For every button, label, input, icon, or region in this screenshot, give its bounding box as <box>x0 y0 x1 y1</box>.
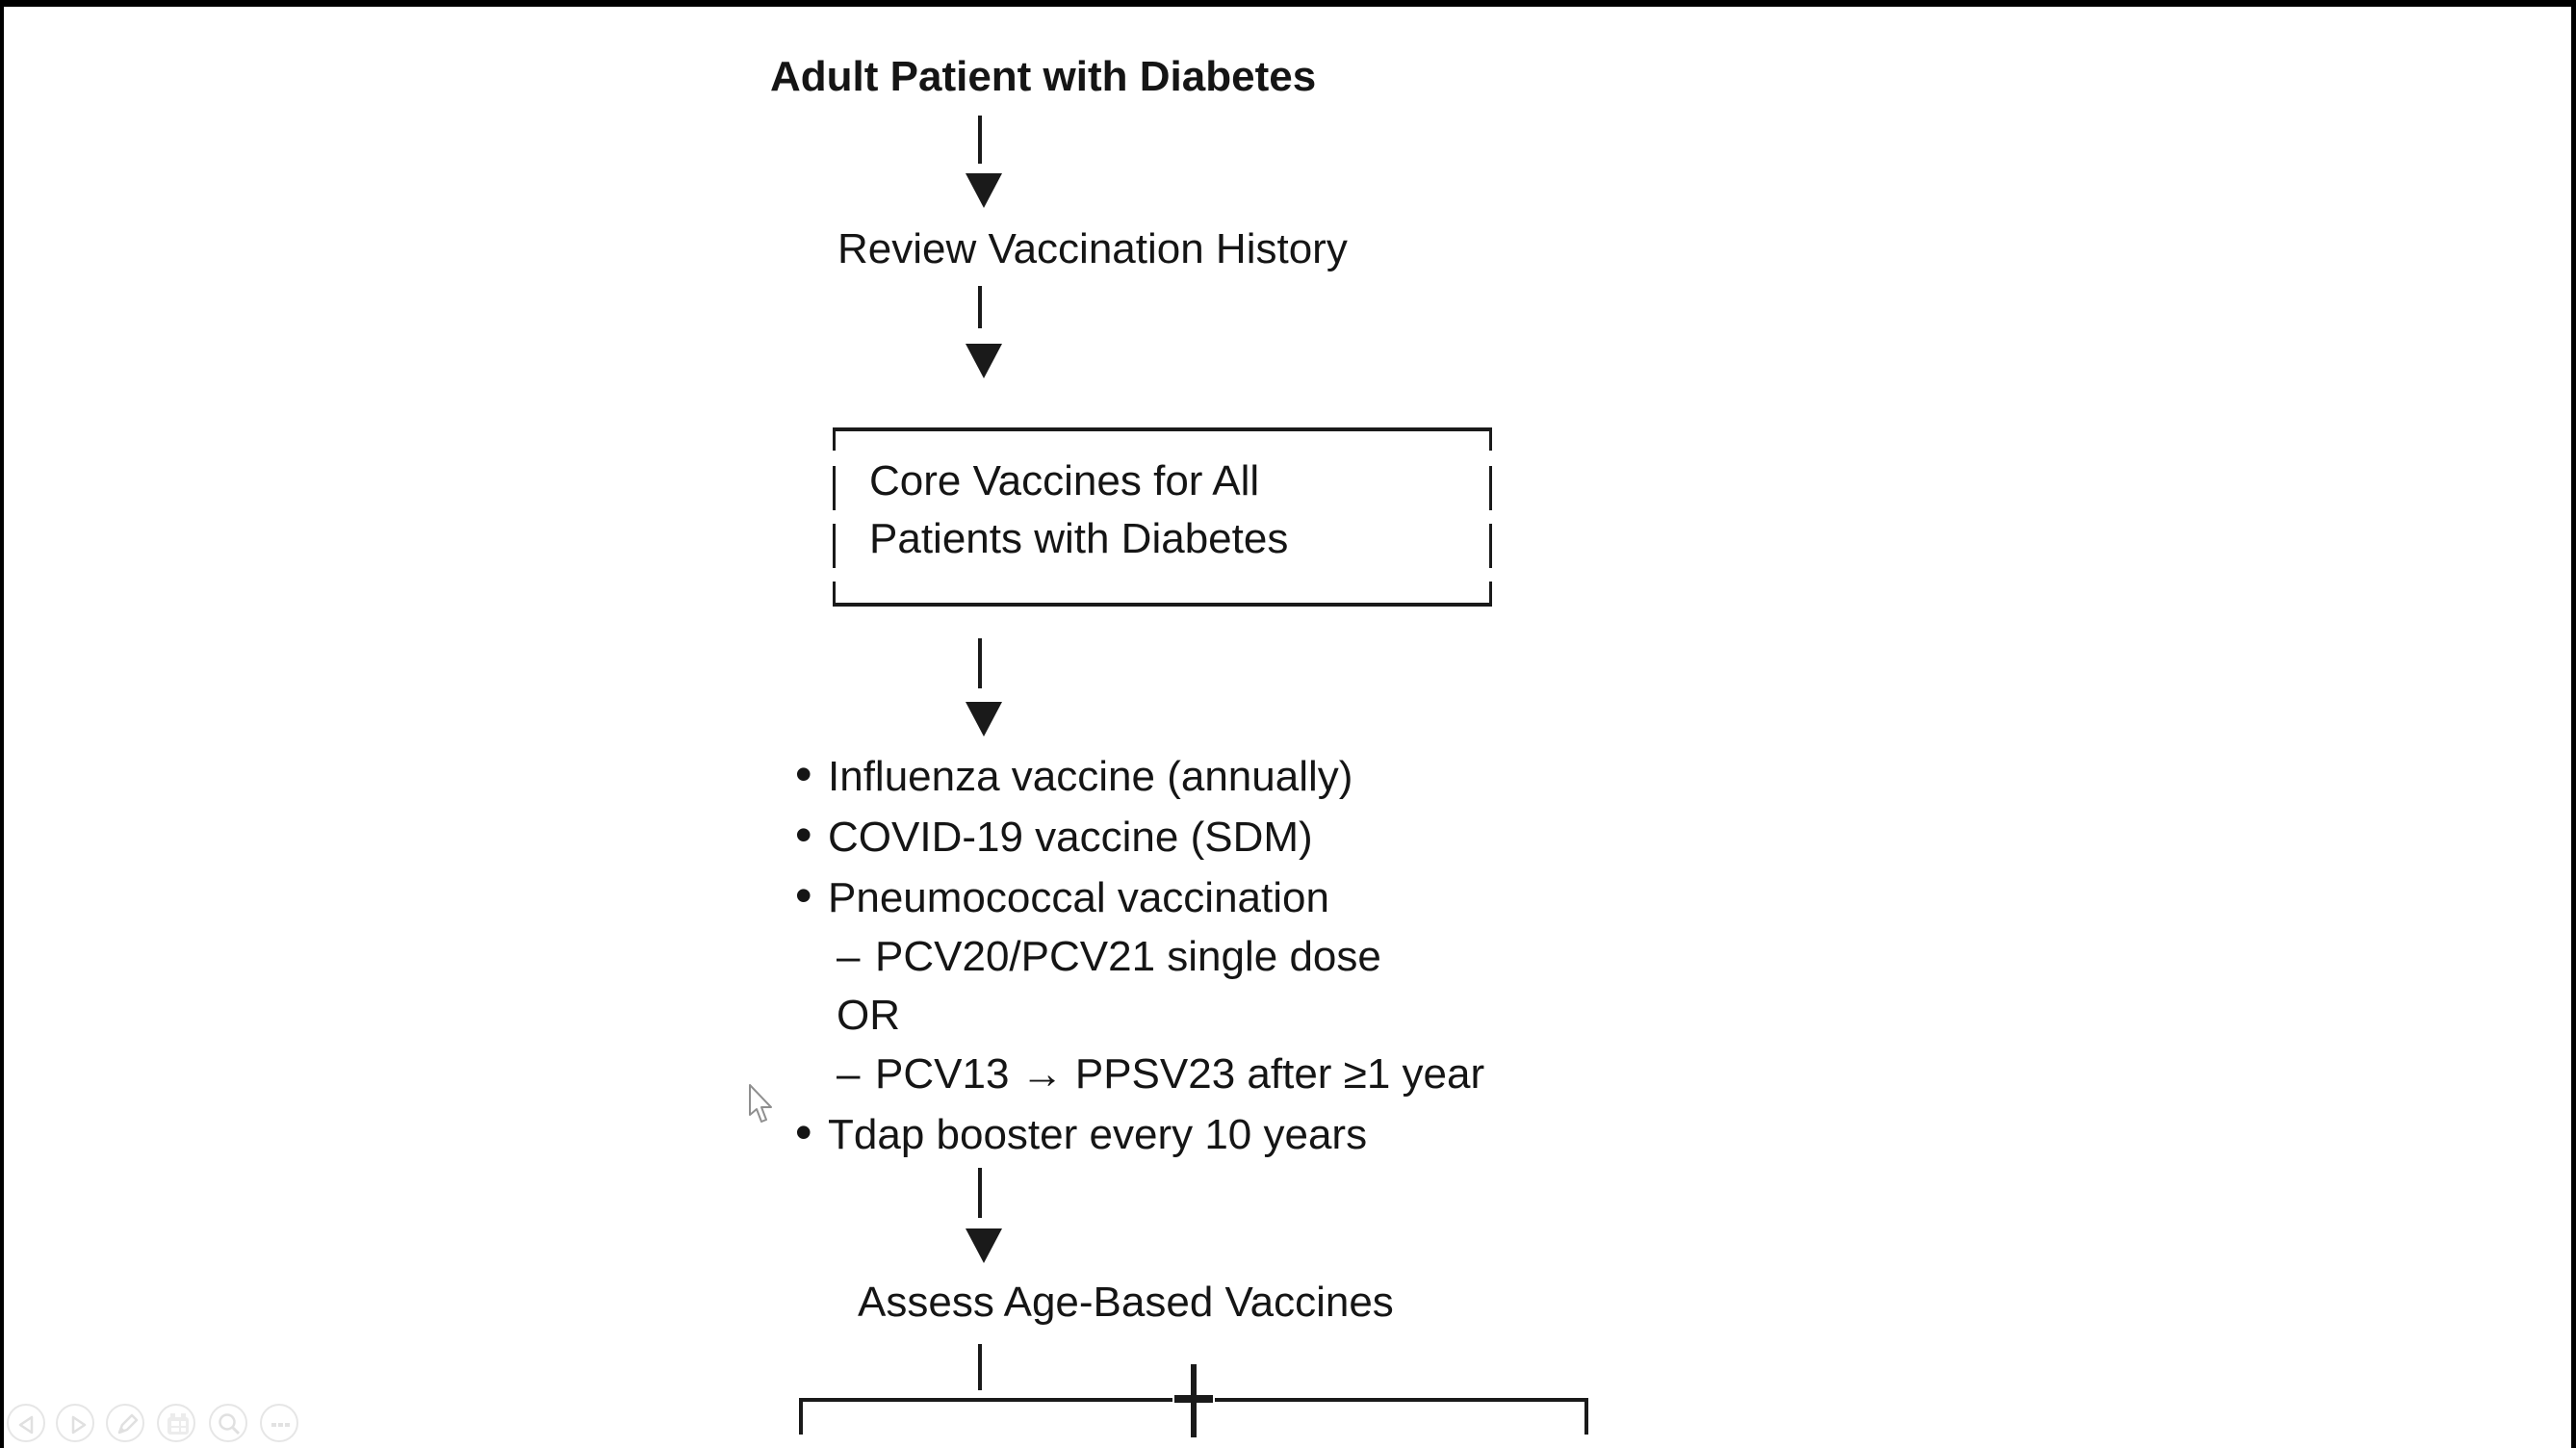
pen-icon <box>108 1406 146 1444</box>
pen-tools-button[interactable] <box>106 1404 144 1442</box>
list-item <box>795 1103 1484 1164</box>
branch-line-left <box>799 1398 1172 1402</box>
list-item-text: Influenza vaccine (annually) <box>828 753 1353 800</box>
list-item-text: Tdap booster every 10 years <box>828 1111 1368 1158</box>
list-item <box>795 745 1484 806</box>
connector-line <box>978 1344 982 1390</box>
branch-corner-right <box>1584 1398 1588 1435</box>
step-review-vaccination-history: Review Vaccination History <box>837 225 1348 272</box>
list-item-text: COVID-19 vaccine (SDM) <box>828 814 1313 861</box>
connector-line <box>978 116 982 164</box>
branch-line-right <box>1215 1398 1588 1402</box>
box-border-bottom <box>833 603 1492 607</box>
slideshow-toolbar <box>0 1404 308 1446</box>
list-item <box>795 806 1484 866</box>
list-item-or <box>795 986 1484 1045</box>
next-slide-button[interactable] <box>56 1404 94 1442</box>
flow-title: Adult Patient with Diabetes <box>770 53 1317 100</box>
zoom-icon <box>211 1406 249 1444</box>
core-box-line2: Patients with Diabetes <box>869 515 1289 562</box>
core-vaccines-box <box>833 427 1492 607</box>
window-border-left <box>0 0 4 1448</box>
step-assess-age-based-vaccines: Assess Age-Based Vaccines <box>858 1279 1394 1326</box>
arrow-down-icon <box>966 702 1002 737</box>
connector-line <box>978 286 982 328</box>
arrow-down-icon <box>966 1228 1002 1263</box>
arrow-down-icon <box>966 344 1002 378</box>
connector-line <box>978 638 982 688</box>
list-item-text: OR <box>837 992 900 1039</box>
connector-line <box>978 1168 982 1218</box>
list-item-text: Pneumococcal vaccination <box>828 874 1329 921</box>
more-options-icon <box>262 1406 300 1444</box>
window-border-top <box>0 0 2576 7</box>
list-subitem <box>795 1045 1484 1103</box>
previous-slide-icon <box>9 1406 47 1444</box>
core-box-text <box>869 452 1288 568</box>
branch-junction-cross <box>1174 1395 1213 1403</box>
zoom-slide-button[interactable] <box>209 1404 247 1442</box>
previous-slide-button[interactable] <box>7 1404 45 1442</box>
list-subitem <box>795 927 1484 986</box>
dash-marker: – <box>837 1050 861 1098</box>
box-border-top <box>833 427 1492 431</box>
list-item-text: PCV20/PCV21 single dose <box>875 933 1381 980</box>
more-options-button[interactable] <box>260 1404 298 1442</box>
next-slide-icon <box>58 1406 96 1444</box>
see-all-slides-button[interactable] <box>157 1404 195 1442</box>
bullet-marker: • <box>795 1105 812 1159</box>
list-item <box>795 866 1484 927</box>
bullet-marker: • <box>795 868 812 922</box>
list-item-text: PCV13 → PPSV23 after ≥1 year <box>875 1050 1485 1098</box>
bullet-marker: • <box>795 747 812 801</box>
dash-marker: – <box>837 933 861 980</box>
mouse-cursor-icon <box>748 1084 777 1129</box>
core-vaccine-list <box>795 745 1484 1164</box>
branch-corner-left <box>799 1398 803 1435</box>
arrow-down-icon <box>966 173 1002 208</box>
see-all-slides-icon <box>159 1406 197 1444</box>
window-border-right <box>2571 0 2576 1448</box>
core-box-line1: Core Vaccines for All <box>869 457 1260 504</box>
bullet-marker: • <box>795 808 812 862</box>
